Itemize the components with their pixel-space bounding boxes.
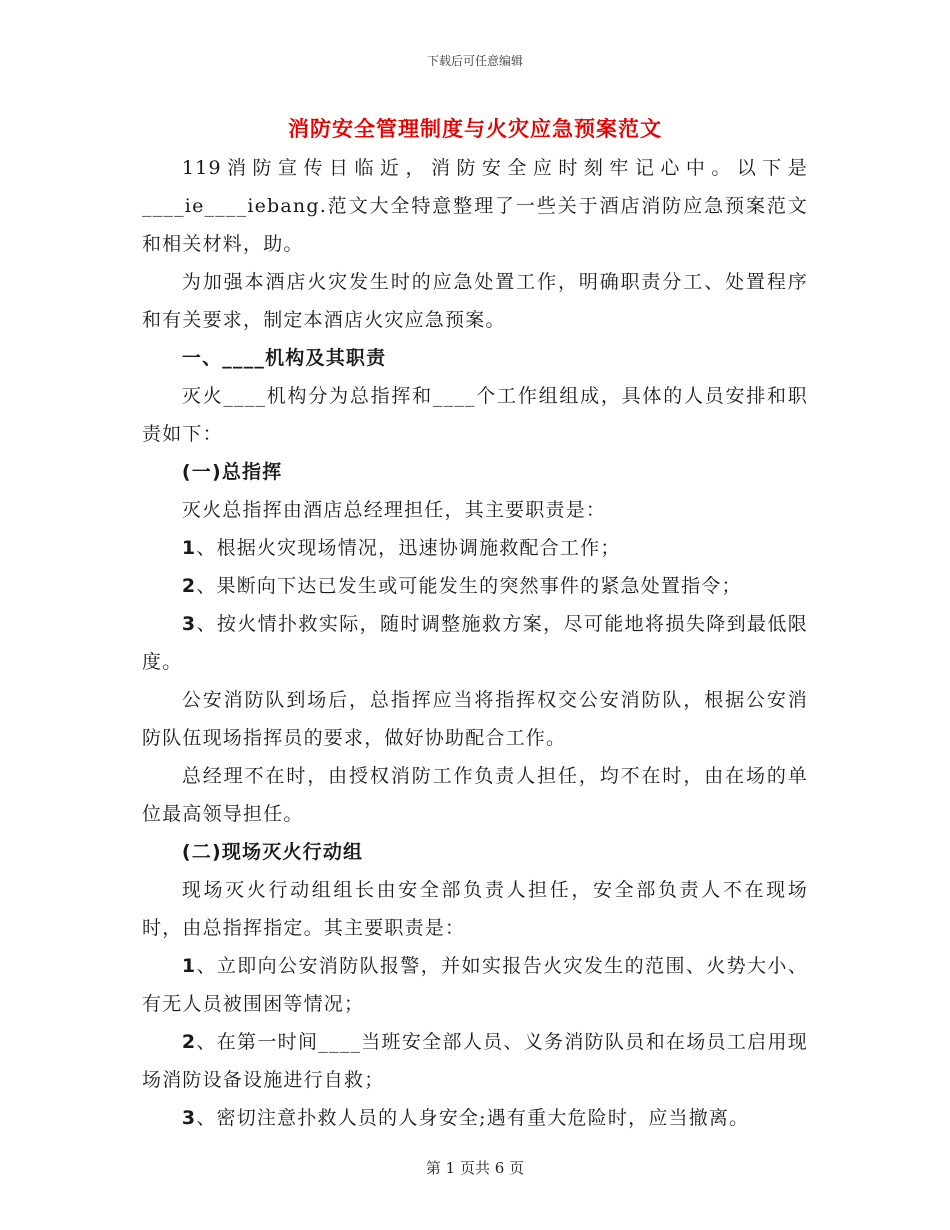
list-item-text: 、根据火灾现场情况，迅速协调施救配合工作； xyxy=(196,537,621,559)
list-item-text: 、按火情扑救实际，随时调整施救方案，尽可能地将损失降到最低限度。 xyxy=(142,613,808,673)
list-item-text: 、密切注意扑救人员的人身安全;遇有重大危险时，应当撤离。 xyxy=(196,1107,750,1129)
subsection-1-paragraph-2: 总经理不在时，由授权消防工作负责人担任，均不在时，由在场的单位最高领导担任。 xyxy=(142,765,808,825)
subsection-heading-action-team: (二)现场灭火行动组 xyxy=(181,841,364,863)
list-number: 1 xyxy=(181,537,197,559)
page-footer: 第 1 页共 6 页 xyxy=(425,1159,525,1177)
list-item-text: 、果断向下达已发生或可能发生的突然事件的紧急处置指令； xyxy=(196,575,742,597)
list-item xyxy=(142,605,808,681)
subsection-1-paragraph-1: 公安消防队到场后，总指挥应当将指挥权交公安消防队，根据公安消防队伍现场指挥员的要求，做好协助配合工作。 xyxy=(142,689,808,749)
intro-paragraph-1: 119消防宣传日临近，消防安全应时刻牢记心中。以下是____ie____iebang.范文大全特意整理了一些关于酒店消防应急预案范文和相关材料，助。 xyxy=(142,157,808,255)
intro-paragraph-2: 为加强本酒店火灾发生时的应急处置工作，明确职责分工、处置程序和有关要求，制定本酒店火灾应急预案。 xyxy=(142,271,808,331)
document-body xyxy=(142,149,808,1137)
list-item xyxy=(142,1099,808,1137)
list-item xyxy=(142,1023,808,1099)
section-heading-1: 一、____机构及其职责 xyxy=(181,347,387,369)
list-number: 3 xyxy=(181,1107,197,1129)
subsection-heading-commander: (一)总指挥 xyxy=(181,461,283,483)
list-item-text: 、立即向公安消防队报警，并如实报告火灾发生的范围、火势大小、有无人员被围困等情况； xyxy=(142,955,808,1015)
list-number: 2 xyxy=(181,575,197,597)
subsection-1-text: 灭火总指挥由酒店总经理担任，其主要职责是： xyxy=(181,499,607,521)
list-item xyxy=(142,947,808,1023)
list-item xyxy=(142,567,808,605)
header-note: 下载后可任意编辑 xyxy=(426,54,523,68)
list-number: 1 xyxy=(181,955,197,977)
list-number: 2 xyxy=(181,1031,197,1053)
subsection-2-text: 现场灭火行动组组长由安全部负责人担任，安全部负责人不在现场时，由总指挥指定。其主要职责是： xyxy=(142,879,808,939)
list-number: 3 xyxy=(181,613,197,635)
document-title: 消防安全管理制度与火灾应急预案范文 xyxy=(288,117,662,141)
list-item-text: 、在第一时间____当班安全部人员、义务消防队员和在场员工启用现场消防设备设施进行自救； xyxy=(142,1031,808,1091)
section-1-text: 灭火____机构分为总指挥和____个工作组组成，具体的人员安排和职责如下： xyxy=(142,385,808,445)
list-item xyxy=(142,529,808,567)
